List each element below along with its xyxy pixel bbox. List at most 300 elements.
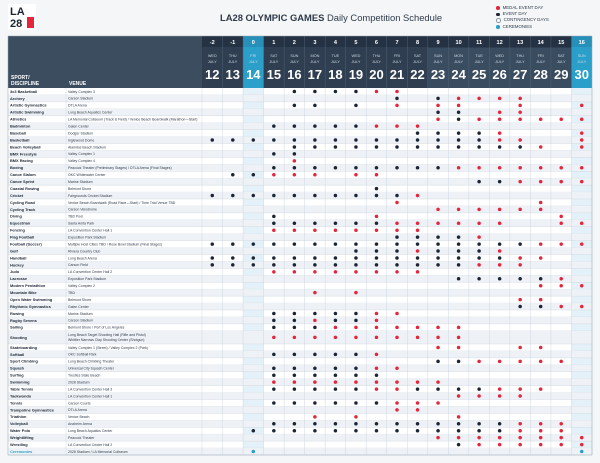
event-marker — [272, 166, 276, 170]
event-marker — [252, 242, 256, 246]
sport-name: Triathlon — [10, 414, 27, 420]
venue-name: LA Convention Center Hall 1 — [68, 228, 113, 233]
event-marker — [313, 312, 317, 316]
event-marker — [395, 249, 399, 253]
medal-event-marker — [518, 256, 522, 260]
medal-event-marker — [539, 298, 543, 302]
medal-event-marker — [518, 429, 522, 433]
medal-event-marker — [313, 415, 317, 419]
event-marker — [211, 138, 215, 142]
medal-event-marker — [375, 326, 379, 330]
event-marker — [272, 215, 276, 219]
medal-event-marker — [416, 222, 420, 226]
event-marker — [457, 242, 461, 246]
day-number: 6 — [374, 40, 379, 46]
event-marker — [354, 312, 358, 316]
event-marker — [354, 429, 358, 433]
medal-event-marker — [498, 131, 502, 135]
sport-name: Boxing — [10, 165, 24, 171]
event-marker — [477, 180, 481, 184]
title-rest: Daily Competition Schedule — [324, 12, 443, 23]
medal-event-marker — [498, 263, 502, 267]
medal-event-marker — [375, 173, 379, 177]
day-month: JULY — [330, 60, 340, 64]
day-date: 14 — [246, 67, 261, 82]
day-date: 18 — [328, 67, 343, 82]
medal-event-marker — [395, 408, 399, 412]
medal-event-marker — [498, 249, 502, 253]
medal-event-marker — [436, 208, 440, 212]
table-row — [8, 393, 592, 400]
day-of-week: SUN — [577, 54, 586, 58]
event-marker — [354, 90, 358, 94]
event-marker — [436, 145, 440, 149]
medal-event-marker — [580, 242, 584, 246]
medal-event-marker — [416, 336, 420, 340]
table-row — [8, 234, 592, 241]
sport-name: Rowing — [10, 310, 25, 316]
medal-event-marker — [395, 270, 399, 274]
medal-event-marker — [539, 242, 543, 246]
sport-name: Archery — [10, 95, 25, 101]
event-marker — [293, 90, 297, 94]
event-marker — [416, 166, 420, 170]
day-of-week: WED — [351, 54, 361, 58]
event-marker — [354, 373, 358, 377]
sport-name: Trampoline Gymnastics — [10, 407, 54, 413]
venue-name: LA Memorial Coliseum (Track & Field) / Venice Beach Boardwalk (Marathon—Start) — [68, 117, 198, 122]
table-row — [8, 275, 592, 282]
event-marker — [375, 263, 379, 267]
medal-event-marker — [559, 166, 563, 170]
venue-name: Riviera Country Club — [68, 249, 101, 254]
day-date: 22 — [410, 67, 425, 82]
event-marker — [334, 367, 338, 371]
venue-name: Carson Stadium — [68, 318, 94, 323]
venue-name: DTLA Arena — [68, 408, 87, 413]
medal-event-marker — [518, 346, 522, 350]
day-month: JULY — [248, 60, 258, 64]
event-marker — [375, 422, 379, 426]
medal-event-marker — [436, 436, 440, 440]
medal-event-marker — [580, 145, 584, 149]
sport-name: Canoe Sprint — [10, 179, 35, 185]
medal-event-marker — [477, 443, 481, 447]
medal-event-marker — [395, 222, 399, 226]
sport-name: Sailing — [10, 324, 23, 330]
event-marker — [436, 235, 440, 239]
event-marker — [395, 97, 399, 101]
event-marker — [334, 256, 338, 260]
event-marker — [313, 353, 317, 357]
event-marker — [354, 367, 358, 371]
event-marker — [457, 117, 461, 121]
medal-event-marker — [477, 222, 481, 226]
medal-event-marker — [518, 422, 522, 426]
row-stripe — [8, 261, 592, 268]
event-marker — [313, 373, 317, 377]
venue-name: Belmont Shore / Port of Los Angeles — [68, 325, 125, 330]
day-month: JULY — [269, 60, 279, 64]
venue-name: LA Convention Center Hall 2 — [68, 442, 113, 447]
medal-event-marker — [539, 201, 543, 205]
event-marker — [395, 166, 399, 170]
sport-name: Flag Football — [10, 234, 35, 240]
medal-event-marker — [539, 145, 543, 149]
event-marker — [539, 305, 543, 309]
medal-event-marker — [272, 380, 276, 384]
event-marker — [252, 173, 256, 177]
event-marker — [313, 429, 317, 433]
medal-event-marker — [293, 380, 297, 384]
medal-event-marker — [354, 380, 358, 384]
table-row — [8, 178, 592, 185]
legend-label: CEREMONIES — [502, 23, 533, 29]
event-marker — [252, 256, 256, 260]
medal-event-marker — [518, 394, 522, 398]
venue-name: Galen Center — [68, 304, 89, 309]
legend-label: EVENT DAY — [502, 11, 528, 17]
event-marker — [334, 387, 338, 391]
row-stripe — [8, 178, 592, 185]
sport-name: Taekwondo — [10, 393, 32, 399]
medal-event-marker — [457, 346, 461, 350]
sport-name: Coastal Rowing — [10, 185, 40, 191]
event-marker — [313, 401, 317, 405]
medal-event-marker — [559, 117, 563, 121]
medal-event-marker — [313, 336, 317, 340]
medal-event-marker — [539, 284, 543, 288]
medal-event-marker — [436, 326, 440, 330]
medal-event-marker — [559, 360, 563, 364]
sport-name: Lacrosse — [10, 276, 28, 282]
medal-event-marker — [498, 117, 502, 121]
medal-event-marker — [477, 117, 481, 121]
event-marker — [293, 429, 297, 433]
medal-event-marker — [518, 360, 522, 364]
event-marker — [457, 277, 461, 281]
venue-name: Inglewood Dome — [68, 138, 95, 143]
event-marker — [498, 145, 502, 149]
medal-event-marker — [498, 443, 502, 447]
medal-event-marker — [354, 270, 358, 274]
event-marker — [334, 429, 338, 433]
medal-event-marker — [539, 443, 543, 447]
medal-event-marker — [539, 208, 543, 212]
sport-name: Rhythmic Gymnastics — [10, 303, 51, 309]
day-of-week: FRI — [250, 54, 257, 58]
medal-event-marker — [375, 312, 379, 316]
event-marker — [457, 131, 461, 135]
medal-event-marker — [457, 394, 461, 398]
medal-event-marker — [375, 367, 379, 371]
sport-name: Volleyball — [10, 421, 28, 427]
medal-event-marker — [539, 117, 543, 121]
event-marker — [334, 401, 338, 405]
medal-event-marker — [559, 429, 563, 433]
sport-name: Wrestling — [10, 441, 28, 447]
event-marker — [293, 387, 297, 391]
day-of-week: SAT — [413, 54, 422, 58]
medal-event-marker — [559, 284, 563, 288]
event-marker — [457, 138, 461, 142]
event-marker — [375, 222, 379, 226]
day-month: JULY — [207, 60, 217, 64]
medal-event-marker — [334, 380, 338, 384]
event-marker — [272, 429, 276, 433]
venue-name: Dodger Stadium — [68, 131, 94, 136]
event-marker — [436, 429, 440, 433]
medal-event-marker — [580, 284, 584, 288]
day-of-week: SUN — [434, 54, 443, 58]
medal-event-marker — [518, 263, 522, 267]
day-of-week: FRI — [393, 54, 401, 58]
medal-event-marker — [518, 208, 522, 212]
day-month: JULY — [289, 60, 299, 64]
table-row — [8, 365, 592, 372]
venue-name: DTLA Arena — [68, 103, 87, 108]
venue-name: Universal City Squash Center — [68, 366, 114, 371]
medal-event-marker — [436, 117, 440, 121]
day-date: 29 — [553, 67, 569, 82]
table-row — [8, 303, 592, 310]
event-marker — [395, 242, 399, 246]
event-marker — [313, 90, 317, 94]
event-marker — [436, 97, 440, 101]
day-date: 13 — [225, 67, 241, 82]
sport-name: Golf — [10, 248, 18, 254]
event-marker — [313, 124, 317, 128]
venue-name: LA Convention Center Hall 2 — [68, 270, 113, 275]
event-marker — [334, 312, 338, 316]
sport-name: Weightlifting — [10, 435, 34, 441]
event-marker — [375, 145, 379, 149]
medal-event-marker — [457, 104, 461, 108]
event-marker — [293, 138, 297, 142]
table-row — [8, 248, 592, 255]
event-marker — [436, 249, 440, 253]
medal-event-marker — [498, 436, 502, 440]
event-marker — [375, 166, 379, 170]
logo-text-28: 28 — [10, 18, 23, 30]
table-row — [8, 137, 592, 144]
event-marker — [272, 124, 276, 128]
event-marker — [272, 194, 276, 198]
medal-event-marker — [498, 97, 502, 101]
row-stripe — [8, 406, 592, 413]
sport-name: Surfing — [10, 372, 24, 378]
event-marker — [375, 373, 379, 377]
venue-name: Fairgrounds Cricket Stadium — [68, 193, 113, 198]
venue-name: Valley Complex 4 — [68, 159, 95, 164]
medal-event-marker — [293, 228, 297, 232]
medal-event-marker — [313, 319, 317, 323]
medal-event-marker — [518, 298, 522, 302]
table-row — [8, 379, 592, 386]
day-number: 15 — [558, 40, 565, 46]
table-row — [8, 206, 592, 213]
day-of-week: SAT — [557, 54, 565, 58]
event-marker — [272, 138, 276, 142]
medal-event-marker — [539, 256, 543, 260]
event-marker — [272, 353, 276, 357]
day-date: 12 — [205, 67, 220, 82]
sport-name: Canoe Slalom — [10, 172, 36, 178]
sport-name: Diving — [10, 213, 22, 219]
medal-event-marker — [416, 270, 420, 274]
medal-event-marker — [375, 228, 379, 232]
row-stripe — [8, 303, 592, 310]
medal-event-marker — [539, 436, 543, 440]
day-of-week: FRI — [537, 54, 544, 58]
event-marker — [293, 373, 297, 377]
medal-event-marker — [477, 97, 481, 101]
table-row — [8, 123, 592, 130]
venue-name: Venice Beach — [68, 415, 90, 420]
event-marker — [457, 235, 461, 239]
medal-event-marker — [416, 194, 420, 198]
medal-event-marker — [395, 367, 399, 371]
medal-event-marker — [395, 104, 399, 108]
event-marker — [334, 138, 338, 142]
venue-name: Carson Velodrome — [68, 207, 97, 212]
event-marker — [293, 166, 297, 170]
medal-event-marker — [539, 429, 543, 433]
event-marker — [211, 256, 215, 260]
event-marker — [293, 353, 297, 357]
medal-event-marker — [580, 104, 584, 108]
medal-event-marker — [539, 360, 543, 364]
medal-event-marker — [539, 180, 543, 184]
event-marker — [354, 166, 358, 170]
medal-event-marker — [395, 401, 399, 405]
event-marker — [395, 194, 399, 198]
event-marker — [416, 387, 420, 391]
event-marker — [498, 180, 502, 184]
event-marker — [354, 222, 358, 226]
day-number: -2 — [209, 40, 215, 46]
venue-name: Trestles State Beach — [68, 373, 101, 378]
event-marker — [354, 249, 358, 253]
venue-name: Venice Beach Boardwalk (Road Race—Start) / Time Trial Venue TBD — [68, 200, 176, 205]
event-marker — [477, 422, 481, 426]
day-date: 28 — [533, 67, 548, 82]
medal-event-marker — [518, 104, 522, 108]
event-marker — [354, 353, 358, 357]
row-stripe — [8, 220, 592, 227]
event-marker — [231, 173, 235, 177]
ceremony-marker — [252, 450, 256, 454]
table-row — [8, 448, 592, 455]
sport-name: Modern Pentathlon — [10, 283, 46, 289]
event-marker — [293, 242, 297, 246]
day-date: 24 — [451, 67, 466, 82]
table-row — [8, 420, 592, 427]
event-marker — [436, 263, 440, 267]
event-marker — [375, 138, 379, 142]
venue-name: Santa Anita Park — [68, 221, 95, 226]
medal-event-marker — [559, 305, 563, 309]
medal-event-marker — [293, 173, 297, 177]
sport-name: Hockey — [10, 262, 24, 268]
medal-event-marker — [498, 166, 502, 170]
medal-event-marker — [395, 380, 399, 384]
medal-event-marker — [477, 436, 481, 440]
venue-name: Anaheim Arena — [68, 422, 92, 427]
event-marker — [436, 131, 440, 135]
event-marker — [375, 256, 379, 260]
event-marker — [498, 429, 502, 433]
row-stripe — [8, 123, 592, 130]
event-marker — [293, 124, 297, 128]
medal-event-marker — [580, 436, 584, 440]
sport-name: Cycling Road — [10, 199, 35, 205]
day-date: 25 — [471, 67, 487, 82]
day-of-week: MON — [310, 54, 320, 58]
event-marker — [231, 263, 235, 267]
sport-name: Beach Volleyball — [10, 144, 41, 150]
event-marker — [334, 194, 338, 198]
medal-event-marker — [477, 263, 481, 267]
event-marker — [518, 277, 522, 281]
event-marker — [436, 422, 440, 426]
event-marker — [313, 145, 317, 149]
row-stripe — [8, 434, 592, 441]
event-marker — [416, 422, 420, 426]
medal-event-marker — [559, 443, 563, 447]
medal-event-marker — [354, 415, 358, 419]
event-marker — [272, 319, 276, 323]
event-marker — [477, 256, 481, 260]
sport-name: Football (Soccer) — [10, 241, 42, 247]
event-marker — [293, 367, 297, 371]
medal-event-marker — [354, 336, 358, 340]
day-date: 27 — [512, 67, 528, 82]
event-marker — [293, 319, 297, 323]
venue-name: Multiple Host Cities TBD / Rose Bowl Stadium (Final Stages) — [68, 242, 163, 247]
event-marker — [313, 387, 317, 391]
event-marker — [272, 222, 276, 226]
medal-event-marker — [518, 117, 522, 121]
medal-event-marker — [375, 319, 379, 323]
medal-event-marker — [559, 242, 563, 246]
venue-name: LA Convention Center Hall 1 — [68, 394, 113, 399]
medal-event-marker — [334, 270, 338, 274]
event-marker — [457, 422, 461, 426]
venue-name: Peacock Theater — [68, 435, 95, 440]
event-marker — [477, 131, 481, 135]
day-number: 1 — [272, 40, 276, 46]
day-number: 16 — [578, 40, 585, 46]
day-month: JULY — [515, 60, 525, 64]
day-date: 21 — [389, 67, 405, 82]
day-number: 4 — [333, 40, 337, 46]
medal-event-marker — [416, 124, 420, 128]
event-marker — [272, 312, 276, 316]
medal-event-marker — [580, 138, 584, 142]
event-marker — [354, 145, 358, 149]
day-number: 0 — [251, 40, 255, 46]
medal-event-marker — [293, 159, 297, 163]
event-marker — [334, 263, 338, 267]
day-of-week: MON — [454, 54, 464, 58]
event-marker — [457, 387, 461, 391]
medal-event-marker — [518, 180, 522, 184]
event-marker — [416, 145, 420, 149]
day-date: 26 — [492, 67, 507, 82]
event-marker — [354, 422, 358, 426]
table-row — [8, 109, 592, 116]
